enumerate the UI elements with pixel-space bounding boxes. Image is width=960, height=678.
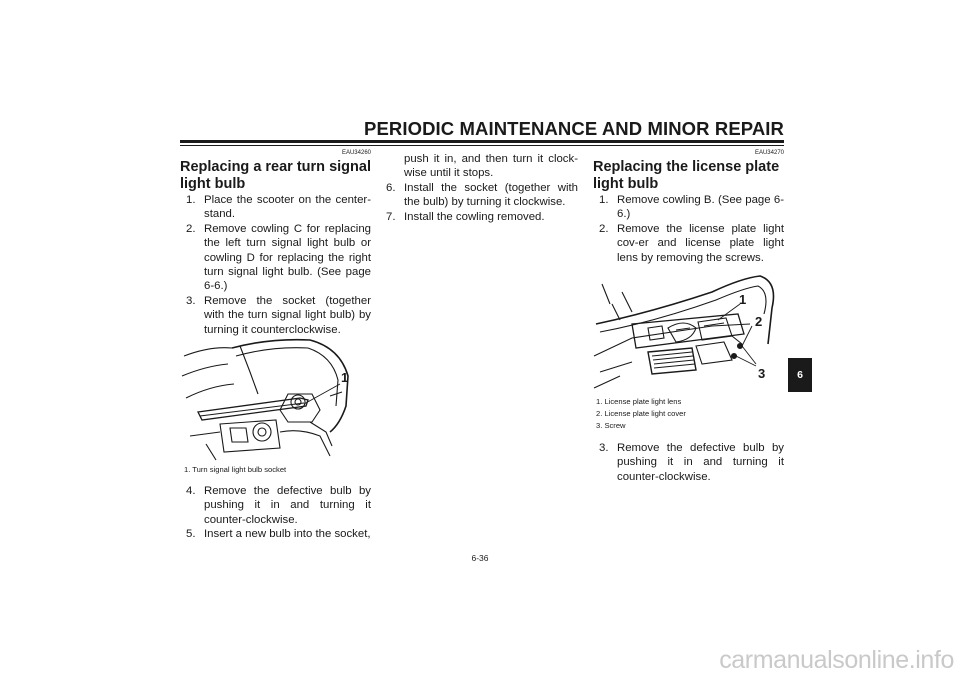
callout-1: 1 — [739, 292, 747, 307]
list-item: 1. Remove cowling B. (See page 6-6.) — [599, 194, 784, 221]
continuation-text: push it in, and then turn it clock-wise until it stops. — [404, 153, 578, 180]
section-code-license: EAU34270 — [754, 150, 784, 156]
list-item: 3. Remove the defective bulb by pushing it in and turning it counter-clockwise. — [599, 442, 784, 483]
list-item: 4. Remove the defective bulb by pushing it in and turning it counter-clockwise. — [186, 485, 371, 526]
license-steps-list-a — [599, 193, 784, 265]
callout-2: 2 — [755, 314, 763, 329]
list-item: 5. Insert a new bulb into the socket, — [186, 528, 371, 541]
rear-steps-continuation — [386, 152, 578, 181]
list-item: 2. Remove cowling C for replacing the left turn signal light bulb or cowling D for replacing the right turn signal light bulb. (See page 6-6.) — [186, 222, 371, 293]
license-steps-list-b — [599, 441, 784, 484]
turn-signal-socket-illustration — [180, 336, 372, 461]
list-item: 2. Remove the license plate light cov-er and license plate light lens by removing the screws. — [599, 222, 784, 264]
section-code-rear: EAU34260 — [341, 150, 371, 156]
callout-1: 1 — [341, 370, 349, 385]
watermark: carmanualsonline.info — [719, 646, 954, 674]
rear-steps-list-c — [386, 181, 578, 224]
chapter-tab: 6 — [788, 358, 812, 392]
list-item: 3. Remove the socket (together with the turn signal light bulb) by turning it counterclockwise. — [186, 294, 371, 336]
section-title-license: Replacing the license plate light bulb — [593, 159, 780, 192]
license-plate-light-illustration — [592, 264, 784, 392]
figure-caption-rear: 1. Turn signal light bulb socket — [184, 465, 287, 474]
list-item: 1. Place the scooter on the center-stand. — [186, 194, 371, 221]
header-rule-thin — [180, 145, 784, 146]
page-number: 6-36 — [471, 553, 489, 563]
rear-steps-list-b — [186, 484, 371, 542]
section-title-rear: Replacing a rear turn signal light bulb — [180, 159, 371, 192]
header-rule — [180, 140, 784, 143]
list-item: 7. Install the cowling removed. — [386, 210, 545, 223]
page-header-title: PERIODIC MAINTENANCE AND MINOR REPAIR — [364, 118, 784, 139]
rear-steps-list-a — [186, 193, 371, 337]
callout-3: 3 — [758, 366, 766, 381]
list-item: 6. Install the socket (together with the bulb) by turning it clockwise. — [386, 182, 578, 209]
figure-caption-license: 1. License plate light lens 2. License plate light cover 3. Screw — [596, 397, 686, 430]
